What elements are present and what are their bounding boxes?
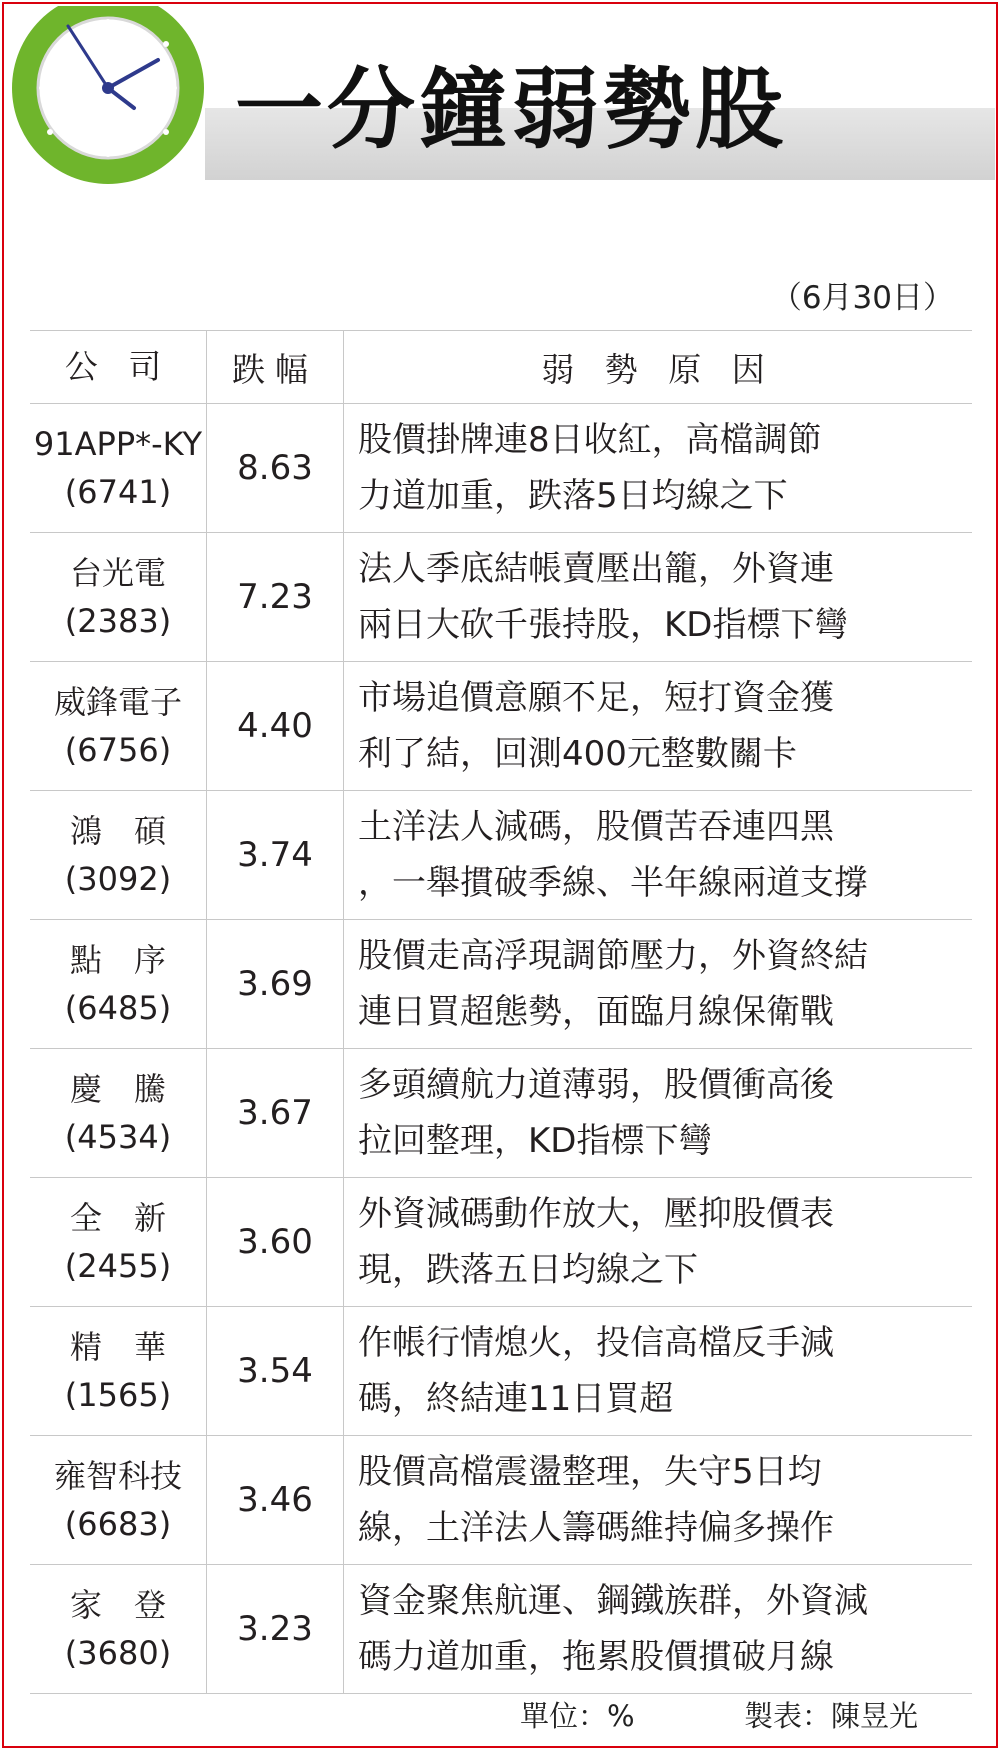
- table-row: [30, 1436, 972, 1565]
- reason-cell: [344, 662, 973, 791]
- clock-icon: [8, 6, 208, 186]
- reason-line-2: 力道加重，跌落5日均線之下: [358, 476, 788, 516]
- reason-cell: [344, 1178, 973, 1307]
- reason-cell: [344, 1049, 973, 1178]
- reason-cell: [344, 1436, 973, 1565]
- company-name: 鴻 碩: [69, 812, 166, 850]
- company-name: 91APP*-KY: [33, 425, 203, 463]
- reason-line-2: 碼，終結連11日買超: [358, 1379, 674, 1419]
- reason-cell: [344, 1307, 973, 1436]
- company-cell: [30, 662, 207, 791]
- reason-cell: [344, 404, 973, 533]
- table-row: [30, 1178, 972, 1307]
- company-code: (1565): [64, 1376, 172, 1414]
- reason-cell: [344, 533, 973, 662]
- company-name: 雍智科技: [53, 1457, 182, 1495]
- reason-line-1: 股價高檔震盪整理，失守5日均: [358, 1452, 822, 1492]
- company-cell: [30, 1436, 207, 1565]
- drop-cell: 7.23: [207, 533, 344, 662]
- company-cell: [30, 791, 207, 920]
- company-cell: [30, 404, 207, 533]
- company-cell: [30, 1307, 207, 1436]
- table-row: [30, 1307, 972, 1436]
- reason-cell: [344, 791, 973, 920]
- header-company: 公 司: [30, 331, 207, 404]
- reason-line-1: 多頭續航力道薄弱，股價衝高後: [358, 1065, 834, 1105]
- company-code: (3092): [64, 860, 172, 898]
- reason-line-2: 連日買超態勢，面臨月線保衛戰: [358, 992, 834, 1032]
- table-row: [30, 1049, 972, 1178]
- drop-cell: 3.60: [207, 1178, 344, 1307]
- reason-line-1: 土洋法人減碼，股價苦吞連四黑: [358, 807, 834, 847]
- table-row: [30, 920, 972, 1049]
- company-name: 點 序: [69, 941, 166, 979]
- table-row: [30, 791, 972, 920]
- company-cell: [30, 1565, 207, 1694]
- table-header-row: [30, 331, 972, 404]
- date-label: （6月30日）: [770, 280, 954, 316]
- reason-cell: [344, 1565, 973, 1694]
- reason-line-1: 股價掛牌連8日收紅，高檔調節: [358, 420, 822, 460]
- table-row: [30, 533, 972, 662]
- table-row: [30, 404, 972, 533]
- header-reason: 弱 勢 原 因: [344, 331, 973, 404]
- company-code: (2383): [64, 602, 172, 640]
- company-code: (3680): [64, 1634, 172, 1672]
- company-code: (6741): [64, 473, 172, 511]
- company-name: 家 登: [69, 1586, 166, 1624]
- company-code: (6756): [64, 731, 172, 769]
- company-code: (6683): [64, 1505, 172, 1543]
- drop-cell: 3.54: [207, 1307, 344, 1436]
- drop-cell: 3.23: [207, 1565, 344, 1694]
- header-drop: 跌幅: [207, 331, 344, 404]
- reason-line-1: 資金聚焦航運、鋼鐵族群，外資減: [358, 1581, 868, 1621]
- maker-label: 製表：陳昱光: [744, 1699, 919, 1733]
- reason-line-2: 拉回整理，KD指標下彎: [358, 1121, 713, 1161]
- reason-line-2: 線，土洋法人籌碼維持偏多操作: [358, 1508, 834, 1548]
- company-name: 威鋒電子: [53, 683, 182, 721]
- drop-cell: 3.46: [207, 1436, 344, 1565]
- reason-line-1: 外資減碼動作放大，壓抑股價表: [358, 1194, 834, 1234]
- reason-line-2: 碼力道加重，拖累股價摜破月線: [358, 1637, 834, 1677]
- weak-stocks-table: [30, 330, 972, 1694]
- company-name: 台光電: [69, 554, 166, 592]
- company-code: (2455): [64, 1247, 172, 1285]
- company-name: 全 新: [69, 1199, 166, 1237]
- company-cell: [30, 920, 207, 1049]
- drop-cell: 3.74: [207, 791, 344, 920]
- table-row: [30, 1565, 972, 1694]
- reason-line-2: 現，跌落五日均線之下: [358, 1250, 698, 1290]
- reason-line-2: ，一舉摜破季線、半年線兩道支撐: [358, 863, 868, 903]
- company-cell: [30, 1049, 207, 1178]
- reason-line-2: 兩日大砍千張持股，KD指標下彎: [358, 605, 849, 645]
- reason-line-1: 股價走高浮現調節壓力，外資終結: [358, 936, 868, 976]
- page-title: 一分鐘弱勢股: [235, 58, 788, 161]
- company-cell: [30, 533, 207, 662]
- reason-line-1: 作帳行情熄火，投信高檔反手減: [358, 1323, 834, 1363]
- drop-cell: 8.63: [207, 404, 344, 533]
- unit-label: 單位：%: [520, 1699, 635, 1733]
- drop-cell: 3.67: [207, 1049, 344, 1178]
- reason-cell: [344, 920, 973, 1049]
- table-row: [30, 662, 972, 791]
- company-name: 精 華: [69, 1328, 166, 1366]
- company-cell: [30, 1178, 207, 1307]
- reason-line-2: 利了結，回測400元整數關卡: [358, 734, 797, 774]
- drop-cell: 3.69: [207, 920, 344, 1049]
- company-code: (4534): [64, 1118, 172, 1156]
- company-name: 慶 騰: [69, 1070, 166, 1108]
- company-code: (6485): [64, 989, 172, 1027]
- reason-line-1: 法人季底結帳賣壓出籠，外資連: [358, 549, 834, 589]
- reason-line-1: 市場追價意願不足，短打資金獲: [358, 678, 834, 718]
- drop-cell: 4.40: [207, 662, 344, 791]
